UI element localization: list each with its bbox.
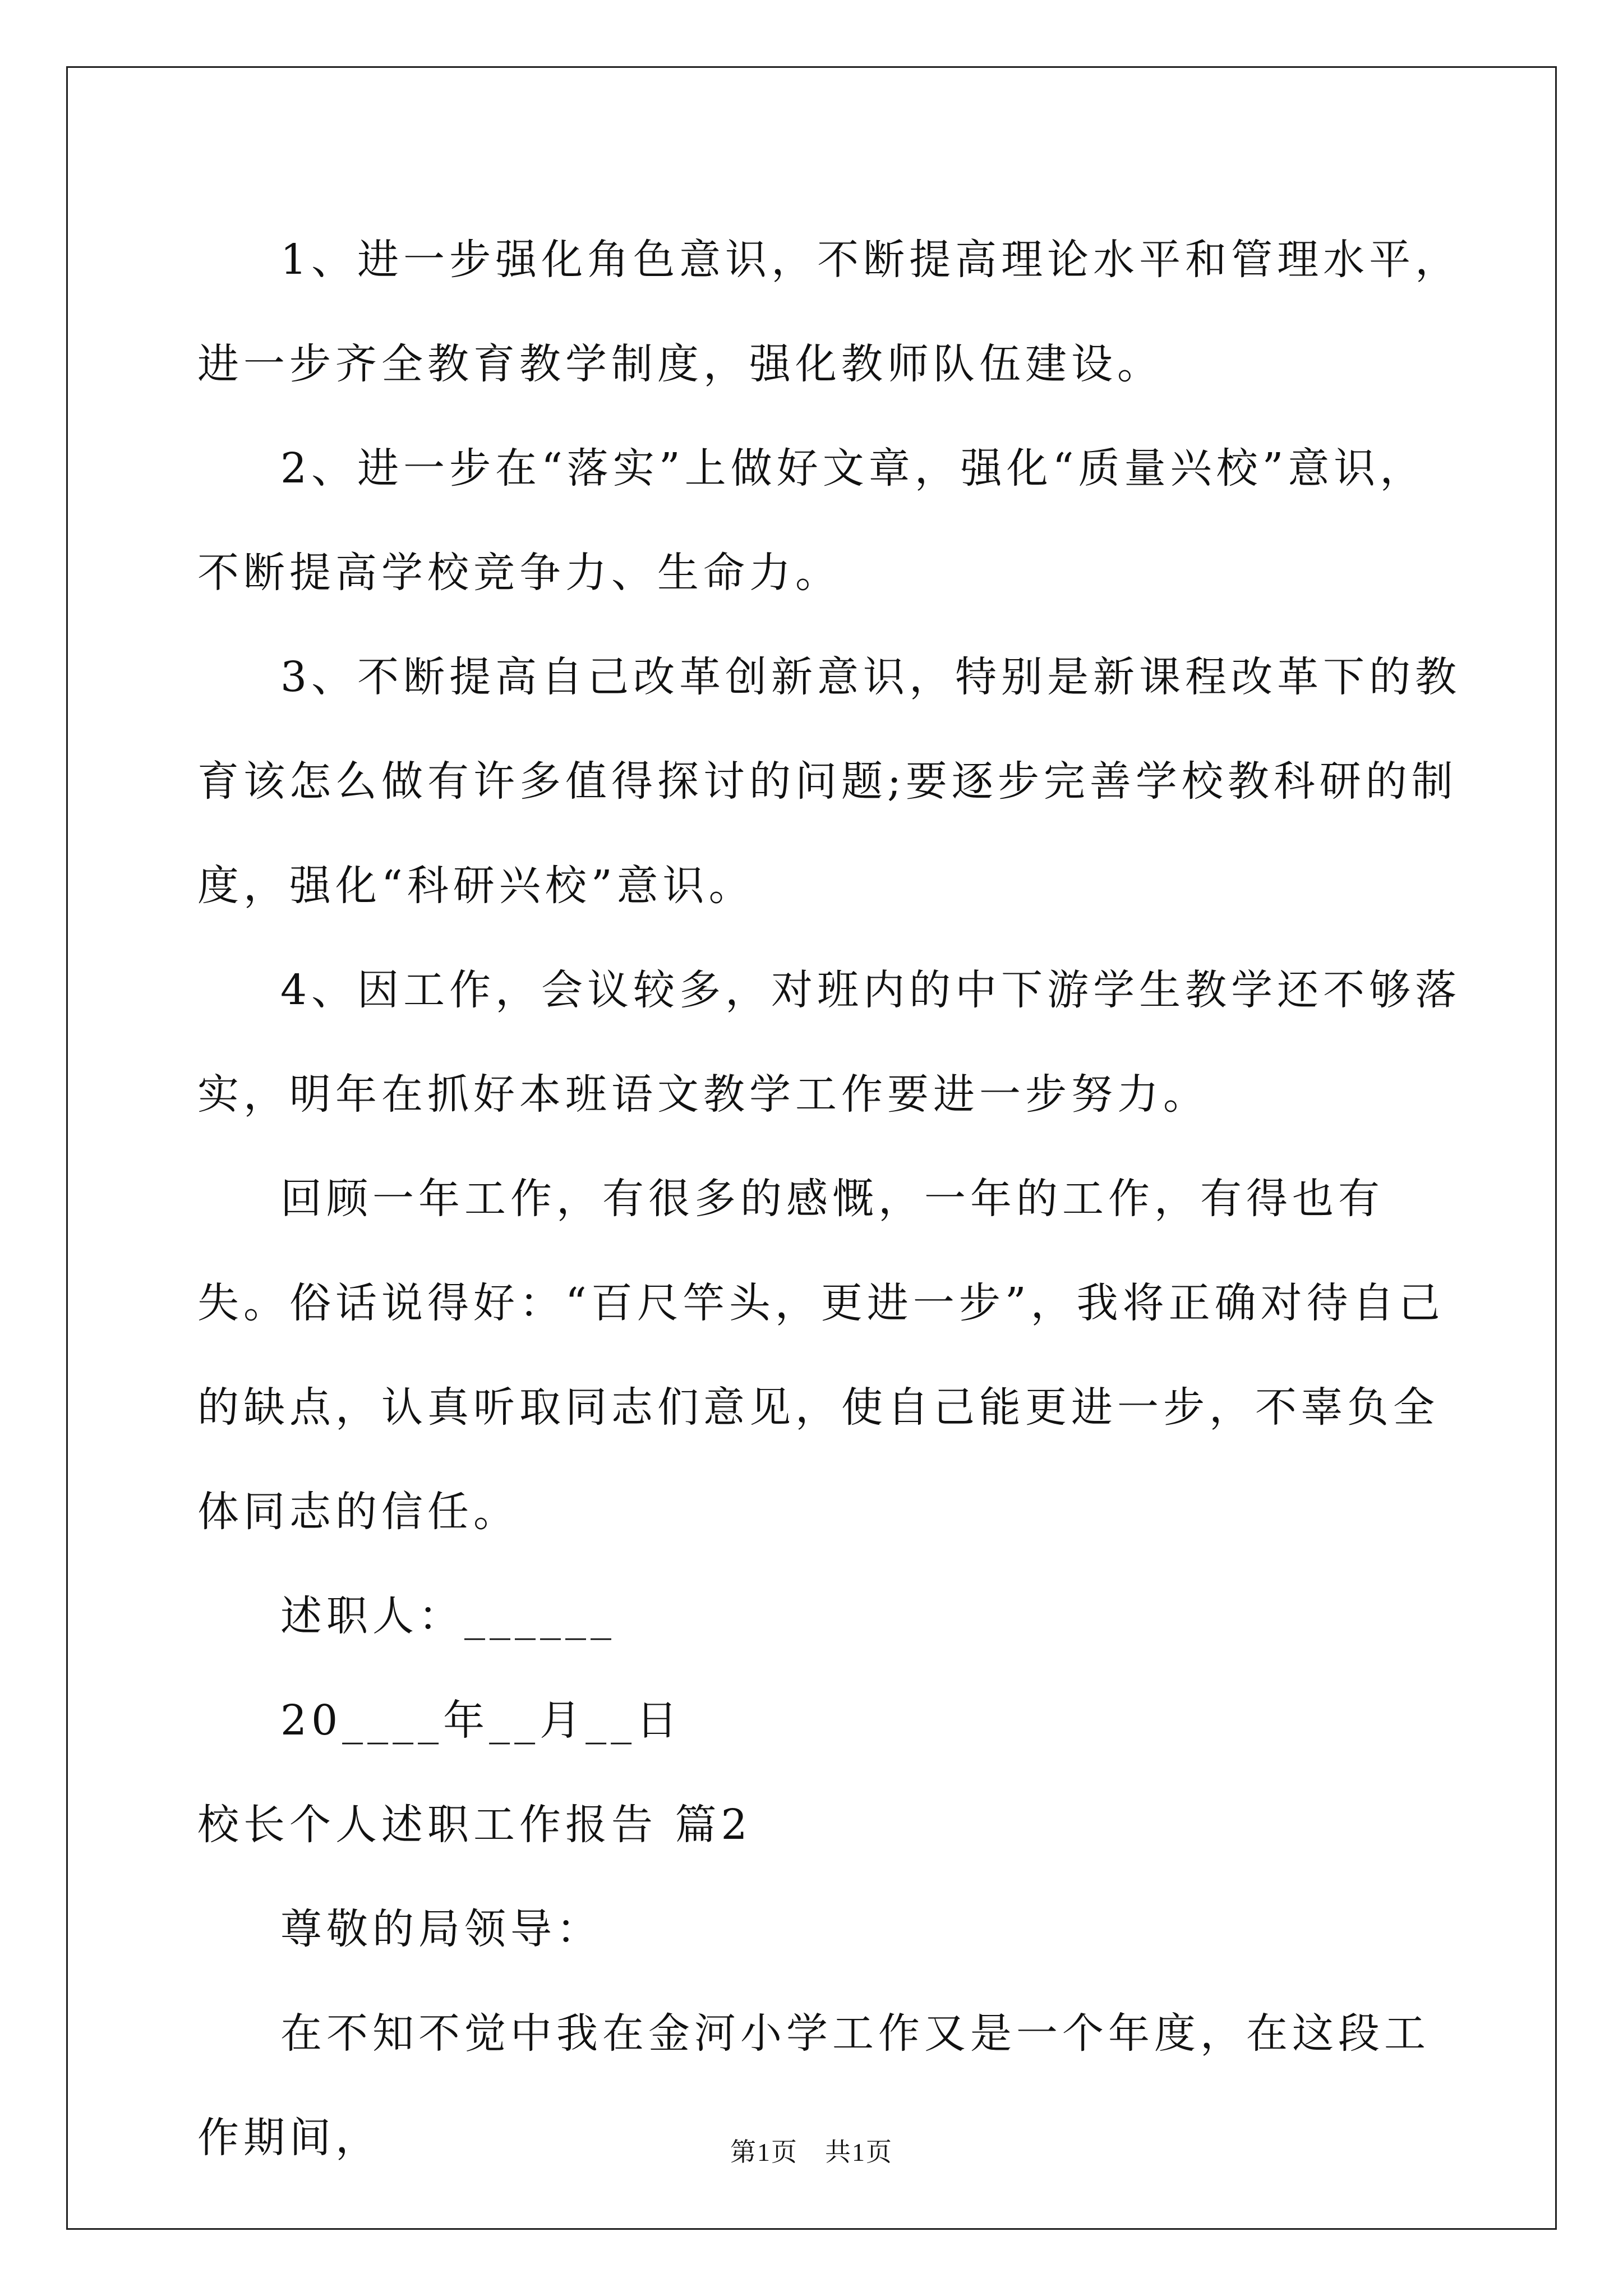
date-line: 20____年__月__日 [280,1696,683,1745]
section-title: 校长个人述职工作报告 篇2 [197,1801,752,1849]
signature-line: 述职人：______ [280,1592,616,1640]
paragraph-review: 回顾一年工作，有很多的感慨，一年的工作，有得也有失。俗话说得好：“百尺竿头，更进一步”，我将正确对待自己的缺点，认真听取同志们意见，使自己能更进一步，不辜负全体同志的信任。 [197,1175,1445,1536]
paragraph-intro: 在不知不觉中我在金河小学工作又是一个年度，在这段工作期间， [197,2009,1430,2162]
page-footer: 第1页 共1页 [730,2138,893,2166]
paragraph-item-2: 2、进一步在“落实”上做好文章，强化“质量兴校”意识，不断提高学校竞争力、生命力。 [197,444,1426,597]
paragraph-item-3: 3、不断提高自己改革创新意识，特别是新课程改革下的教育该怎么做有许多值得探讨的问题;要逐步完善学校教科研的制度，强化“科研兴校”意识。 [197,653,1461,910]
salutation: 尊敬的局领导： [280,1905,602,1953]
document-body [197,208,1465,2190]
paragraph-item-4: 4、因工作，会议较多，对班内的中下游学生教学还不够落实，明年在抓好本班语文教学工作要进一步努力。 [197,966,1461,1119]
paragraph-item-1: 1、进一步强化角色意识，不断提高理论水平和管理水平，进一步齐全教育教学制度，强化教师队伍建设。 [197,236,1461,388]
